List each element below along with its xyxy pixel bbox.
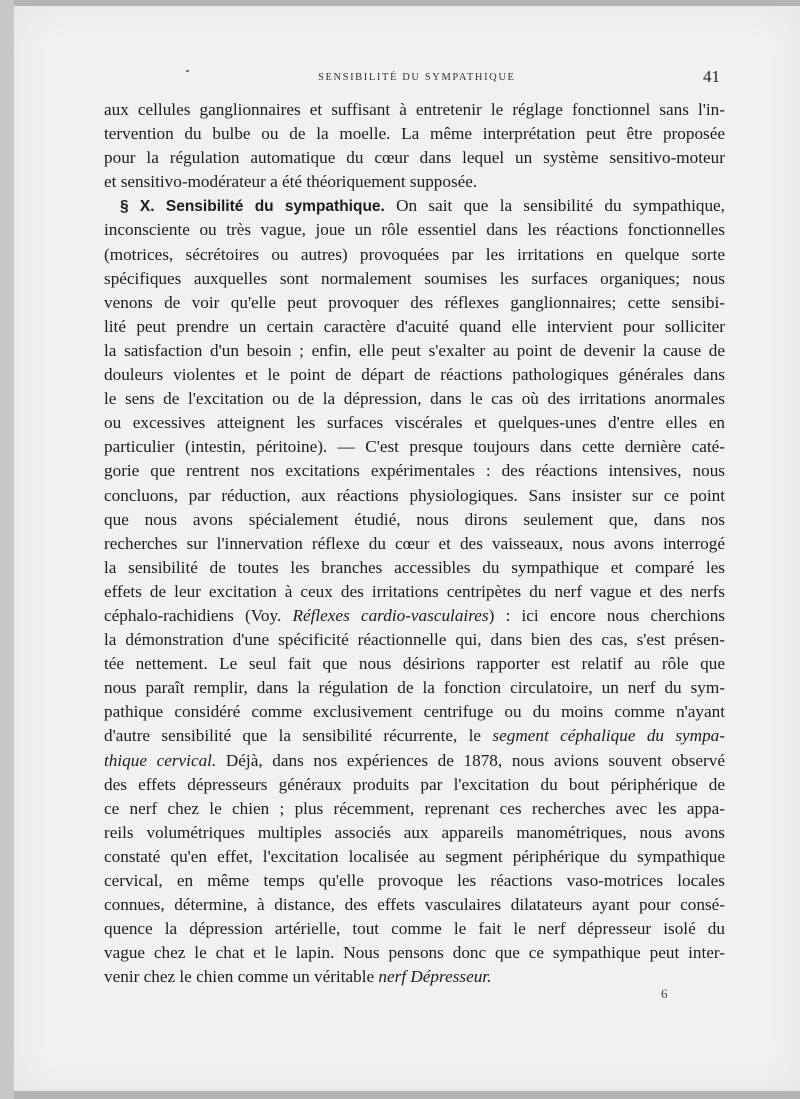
text-line: aux cellules ganglionnaires et suffisant à entretenir le réglage fonctionnel sans l'in- — [104, 100, 725, 119]
section-heading-line — [104, 194, 725, 218]
text-line: nous paraît remplir, dans la régulation de la fonction circulatoire, un nerf du sym- — [104, 678, 725, 698]
italic-phrase: thique cervical. — [104, 750, 217, 770]
text-line: ou excessives atteignent les surfaces viscérales et quelques-unes d'entre elles en — [104, 413, 725, 433]
text-line: ce nerf chez le chien ; plus récemment, reprenant ces recherches avec les appa- — [104, 798, 725, 818]
running-title: SENSIBILITÉ DU SYMPATHIQUE — [318, 72, 516, 83]
body-text — [104, 98, 725, 989]
text-line: la satisfaction d'un besoin ; enfin, elle peut s'exalter au point de devenir la cause de — [104, 340, 725, 360]
text-line: connues, détermine, à distance, des effets vasculaires dilatateurs ayant pour consé- — [104, 895, 725, 915]
text-line: cervical, en même temps qu'elle provoque les réactions vaso-motrices locales — [104, 871, 725, 890]
text-line: la démonstration d'une spécificité réactionnelle qui, dans bien des cas, s'est présen- — [104, 630, 725, 650]
signature-mark: 6 — [661, 986, 668, 1001]
text-line: inconsciente ou très vague, joue un rôle essentiel dans les réactions fonctionnelles — [104, 220, 725, 240]
binding-edge — [0, 0, 14, 1099]
text-line: céphalo-rachidiens (Voy. Réflexes cardio-vasculaires) : ici encore nous cherchions — [104, 605, 725, 625]
text-line: des effets dépresseurs généraux produits par l'excitation du bout périphérique de — [104, 774, 725, 794]
section-text: On sait que la sensibilité du sympathique, — [384, 196, 725, 216]
text-line: quence la dépression artérielle, tout comme le fait le nerf dépresseur isolé du — [104, 919, 725, 939]
text-line: gorie que rentrent nos excitations expérimentales : des réactions intensives, nous — [104, 461, 725, 481]
text-line: spécifiques auxquelles sont normalement soumises les surfaces organiques; nous — [104, 268, 725, 288]
text-line: reils volumétriques multiples associés aux appareils manométriques, nous avons — [104, 822, 725, 842]
text-line: (motrices, sécrétoires ou autres) provoquées par les irritations en quelque sorte — [104, 244, 725, 264]
text-line: venir chez le chien comme un véritable nerf Dépresseur. — [104, 967, 492, 987]
page-number: 41 — [703, 67, 720, 86]
section-title: Sensibilité du sympathique. — [165, 198, 385, 216]
text-line: tée nettement. Le seul fait que nous désirions rapporter est relatif au rôle que — [104, 654, 725, 674]
section-number: § X. — [120, 198, 166, 216]
italic-phrase: Réflexes cardio-vasculaires — [292, 605, 489, 625]
text-line: d'autre sensibilité que la sensibilité récurrente, le segment céphalique du sympa- — [104, 726, 725, 746]
text-line: particulier (intestin, péritoine). — C'est presque toujours dans cette dernière caté- — [104, 437, 725, 457]
text-line: concluons, par réduction, aux réactions physiologiques. Sans insister sur ce point — [104, 485, 725, 505]
text-line: thique cervical. Déjà, dans nos expériences de 1878, nous avions souvent observé — [104, 750, 725, 770]
text-line: vague chez le chat et le lapin. Nous pensons donc que ce sympathique peut inter- — [104, 943, 725, 963]
text-line: que nous avons spécialement étudié, nous dirons seulement que, dans nos — [104, 509, 725, 529]
ink-speck — [186, 70, 189, 72]
text-line: pour la régulation automatique du cœur dans lequel un système sensitivo-moteur — [104, 148, 725, 168]
text-line: pathique considéré comme exclusivement centrifuge ou du moins comme n'ayant — [104, 702, 725, 722]
text-line: tervention du bulbe ou de la moelle. La même interprétation peut être proposée — [104, 124, 725, 144]
text-line: effets de leur excitation à ceux des irritations centripètes du nerf vague et des nerfs — [104, 581, 725, 601]
text-line: recherches sur l'innervation réflexe du cœur et des vaisseaux, nous avons interrogé — [104, 533, 725, 553]
text-line: venons de voir qu'elle peut provoquer des réflexes ganglionnaires; cette sensibi- — [104, 292, 725, 312]
text-line: la sensibilité de toutes les branches accessibles du sympathique et comparé les — [104, 557, 725, 577]
text-line: lité peut prendre un certain caractère d'acuité quand elle intervient pour solliciter — [104, 316, 725, 336]
text-line: douleurs violentes et le point de départ de réactions pathologiques générales dans — [104, 365, 725, 385]
text-line: le sens de l'excitation ou de la dépression, dans le cas où des irritations anormales — [104, 389, 725, 409]
text-line: constaté qu'en effet, l'excitation localisée au segment périphérique du sympathique — [104, 846, 725, 866]
text-line: et sensitivo-modérateur a été théoriquement supposée. — [104, 172, 478, 192]
italic-phrase: nerf Dépresseur. — [378, 967, 492, 987]
italic-phrase: segment céphalique du sympa- — [492, 726, 725, 746]
